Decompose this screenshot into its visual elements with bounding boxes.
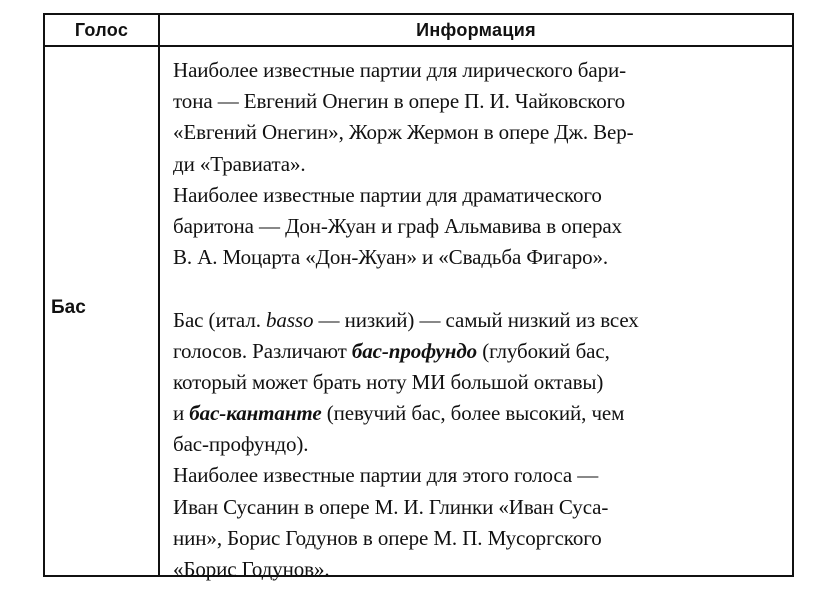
text-line: Наиболее известные партии для этого голоса — — [173, 463, 599, 488]
text-run: и — [173, 401, 190, 426]
text-line: «Борис Годунов». — [173, 557, 330, 581]
text-line: В. А. Моцарта «Дон-Жуан» и «Свадьба Фигаро». — [173, 245, 609, 270]
text-run: (глубокий бас, — [477, 338, 610, 363]
text-line: тона — Евгений Онегин в опере П. И. Чайковского — [173, 89, 625, 114]
text-line: Наиболее известные партии для лирического бари- — [173, 58, 627, 82]
header-voice: Голос — [74, 20, 129, 40]
bass-line-2 — [173, 336, 783, 367]
header-info: Информация — [416, 20, 536, 40]
info-cell — [173, 55, 783, 585]
column-divider — [158, 15, 160, 575]
paragraph-gap — [173, 273, 783, 304]
text-line: Наиболее известные партии для драматического — [173, 182, 602, 207]
text-run: — низкий) — самый низкий из всех — [313, 307, 639, 332]
term-bass-cantante: бас-кантанте — [189, 401, 322, 426]
voice-cell-bass: Бас — [51, 297, 86, 318]
text-line: Иван Сусанин в опере М. И. Глинки «Иван Суса- — [173, 494, 609, 519]
header-divider — [45, 45, 792, 47]
text-line: ди «Травиата». — [173, 151, 306, 176]
italic-term-basso: basso — [266, 307, 314, 332]
bass-line-1 — [173, 305, 783, 336]
text-run: (певучий бас, более высокий, чем — [321, 401, 625, 426]
text-line: «Евгений Онегин», Жорж Жермон в опере Дж. Вер- — [173, 120, 634, 145]
text-run: голосов. Различают — [173, 338, 352, 363]
bass-line-5: бас-профундо). — [173, 432, 309, 457]
term-bass-profundo: бас-профундо — [351, 338, 478, 363]
text-line: нин», Борис Годунов в опере М. П. Мусоргского — [173, 525, 602, 550]
bass-line-3: который может брать ноту МИ большой октавы) — [173, 369, 604, 394]
text-line: баритона — Дон-Жуан и граф Альмавива в операх — [173, 213, 622, 238]
bass-line-4 — [173, 398, 783, 429]
voice-info-table — [43, 13, 794, 581]
text-run: Бас (итал. — [173, 307, 267, 332]
